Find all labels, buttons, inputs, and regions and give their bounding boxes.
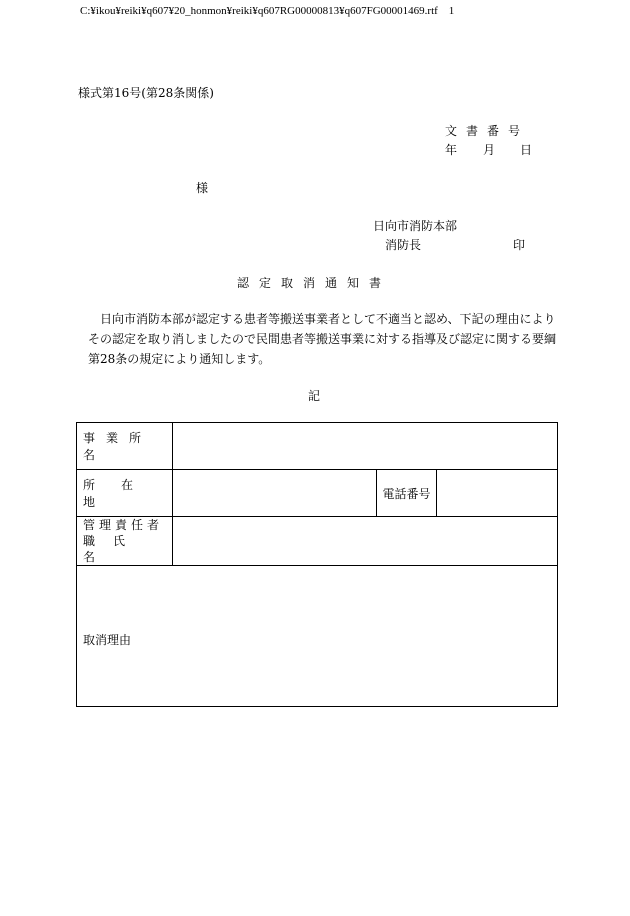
seal-mark: 印 [513,238,526,252]
date-line [445,141,532,158]
business-name-field[interactable] [173,423,558,470]
table-row-business-name [77,423,558,470]
body-line-3: 第28条の規定により通知します。 [88,352,271,366]
phone-field[interactable] [437,470,558,517]
addressee-suffix: 様 [196,181,209,195]
body-line-1: 日向市消防本部が認定する患者等搬送事業者として不適当と認め、下記の理由により [100,312,556,326]
page-number: 1 [448,5,455,17]
location-label-cell [77,470,173,517]
manager-label-line-1: 管理責任者 [83,518,164,532]
form-number: 様式第16号(第28条関係) [78,86,214,100]
phone-label: 電話番号 [382,486,431,501]
business-name-label-cell [77,423,173,470]
location-label: 所在地 [83,478,160,509]
body-line-2: その認定を取り消しましたので民間患者等搬送事業に対する指導及び認定に関する要綱 [88,332,557,346]
phone-label-cell [377,470,437,517]
reason-label: 取消理由 [83,633,132,647]
issuer-organization: 日向市消防本部 [373,219,458,233]
manager-label-line-2: 職氏名 [83,534,144,564]
reason-cell[interactable] [77,566,558,707]
manager-label-cell [77,517,173,566]
month-label: 月 [483,143,496,157]
document-number-label: 文書番号 [445,124,530,138]
ki-heading: 記 [308,389,321,403]
body-text [88,309,558,369]
day-label: 日 [520,143,533,157]
manager-field[interactable] [173,517,558,566]
issuer-title: 消防長 [385,238,422,252]
table-row-manager [77,517,558,566]
notice-form-table [76,422,558,707]
location-field[interactable] [173,470,377,517]
year-label: 年 [445,143,458,157]
document-title: 認定取消通知書 [237,276,392,290]
business-name-label: 事業所名 [83,431,153,462]
file-path: C:¥ikou¥reiki¥q607¥20_honmon¥reiki¥q607RG00000813¥q607FG00001469.rtf [80,5,438,17]
table-row-location [77,470,558,517]
table-row-reason [77,566,558,707]
file-path-header [80,5,454,17]
